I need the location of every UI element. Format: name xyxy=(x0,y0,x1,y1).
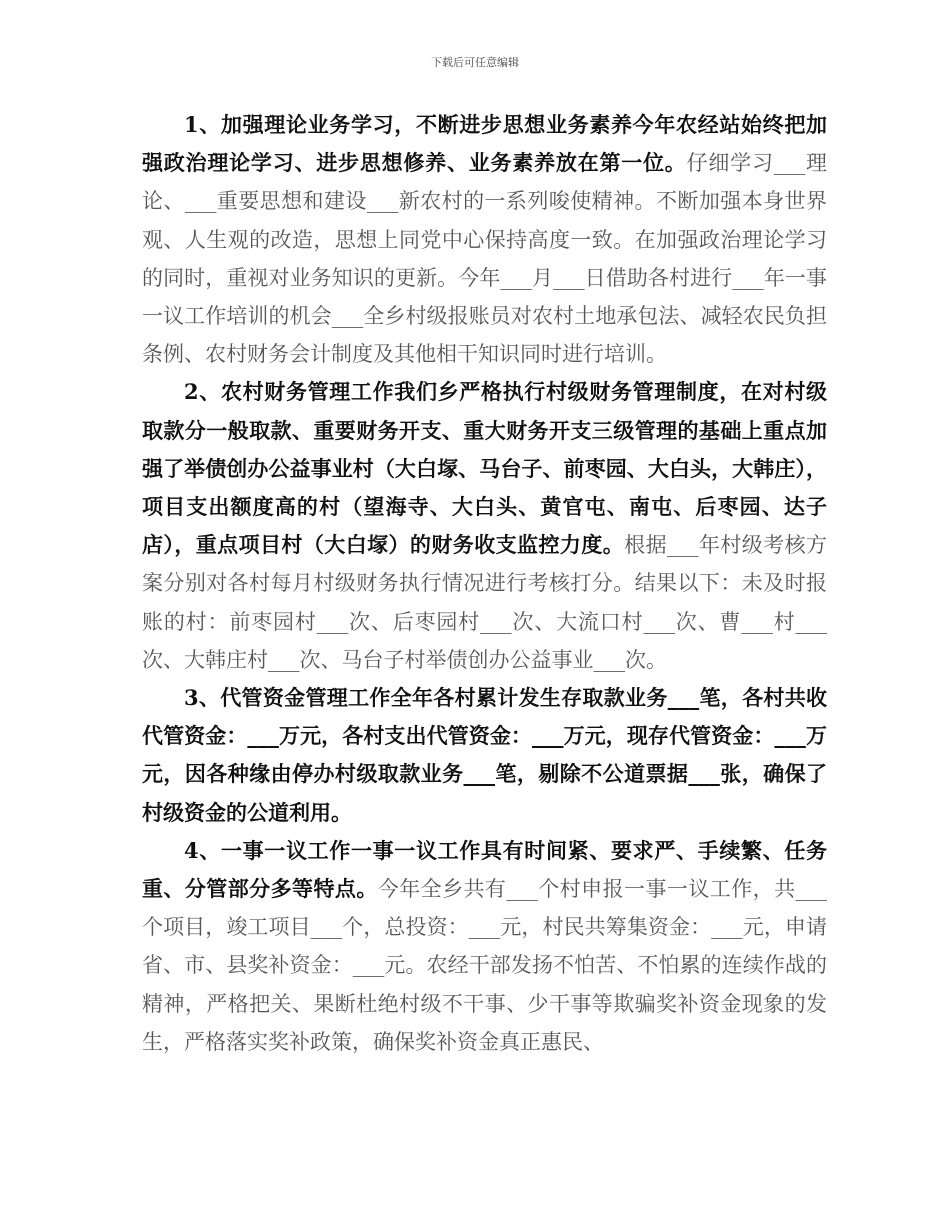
page-header: 下载后可任意编辑 xyxy=(431,56,519,69)
paragraph-3 xyxy=(142,679,827,832)
document-body xyxy=(142,106,827,1061)
paragraph-3-bold: 3、代管资金管理工作全年各村累计发生存取款业务___笔，各村共收代管资金：___万元，各村支出代管资金：___万元，现存代管资金：___万元，因各种缘由停办村级取款业务___笔，剔除不公道票据___张，确保了村级资金的公道利用。 xyxy=(142,685,827,825)
paragraph-1 xyxy=(142,106,827,373)
paragraph-4-text: 今年全乡共有___个村申报一事一议工作，共___个项目，竣工项目___个，总投资：___元，村民共筹集资金：___元，申请省、市、县奖补资金：___元。农经干部发扬不怕苦、不怕累的连续作战的精神，严格把关、果断杜绝村级不干事、少干事等欺骗奖补资金现象的发生，严格落实奖补政策，确保奖补资金真正惠民、 xyxy=(142,877,827,1054)
paragraph-2-bold: 2、农村财务管理工作我们乡严格执行村级财务管理制度，在对村级取款分一般取款、重要财务开支、重大财务开支三级管理的基础上重点加强了举债创办公益事业村（大白塜、马台子、前枣园、大白头，大韩庄），项目支出额度高的村（望海寺、大白头、黄官屯、南屯、后枣园、达子店），重点项目村（大白塜）的财务收支监控力度。 xyxy=(142,379,827,558)
paragraph-2 xyxy=(142,373,827,679)
paragraph-1-text: 仔细学习___理论、___重要思想和建设___新农村的一系列唆使精神。不断加强本身世界观、人生观的改造，思想上同党中心保持高度一致。在加强政治理论学习的同时，重视对业务知识的更新。今年___月___日借助各村进行___年一事一议工作培训的机会___全乡村级报账员对农村土地承包法、减轻农民负担条例、农村财务会计制度及其他相干知识同时进行培训。 xyxy=(142,151,828,367)
paragraph-2-text: 根据___年村级考核方案分别对各村每月村级财务执行情况进行考核打分。结果以下：未及时报账的村：前枣园村___次、后枣园村___次、大流口村___次、曹___村___次、大韩庄村___次、马台子村举债创办公益事业___次。 xyxy=(142,533,828,672)
paragraph-1-bold: 1、加强理论业务学习，不断进步思想业务素养今年农经站始终把加强政治理论学习、进步思想修养、业务素养放在第一位。 xyxy=(142,112,827,176)
paragraph-4-bold: 4、一事一议工作一事一议工作具有时间紧、要求严、手续繁、任务重、分管部分多等特点。 xyxy=(142,837,827,902)
paragraph-4 xyxy=(142,832,827,1061)
